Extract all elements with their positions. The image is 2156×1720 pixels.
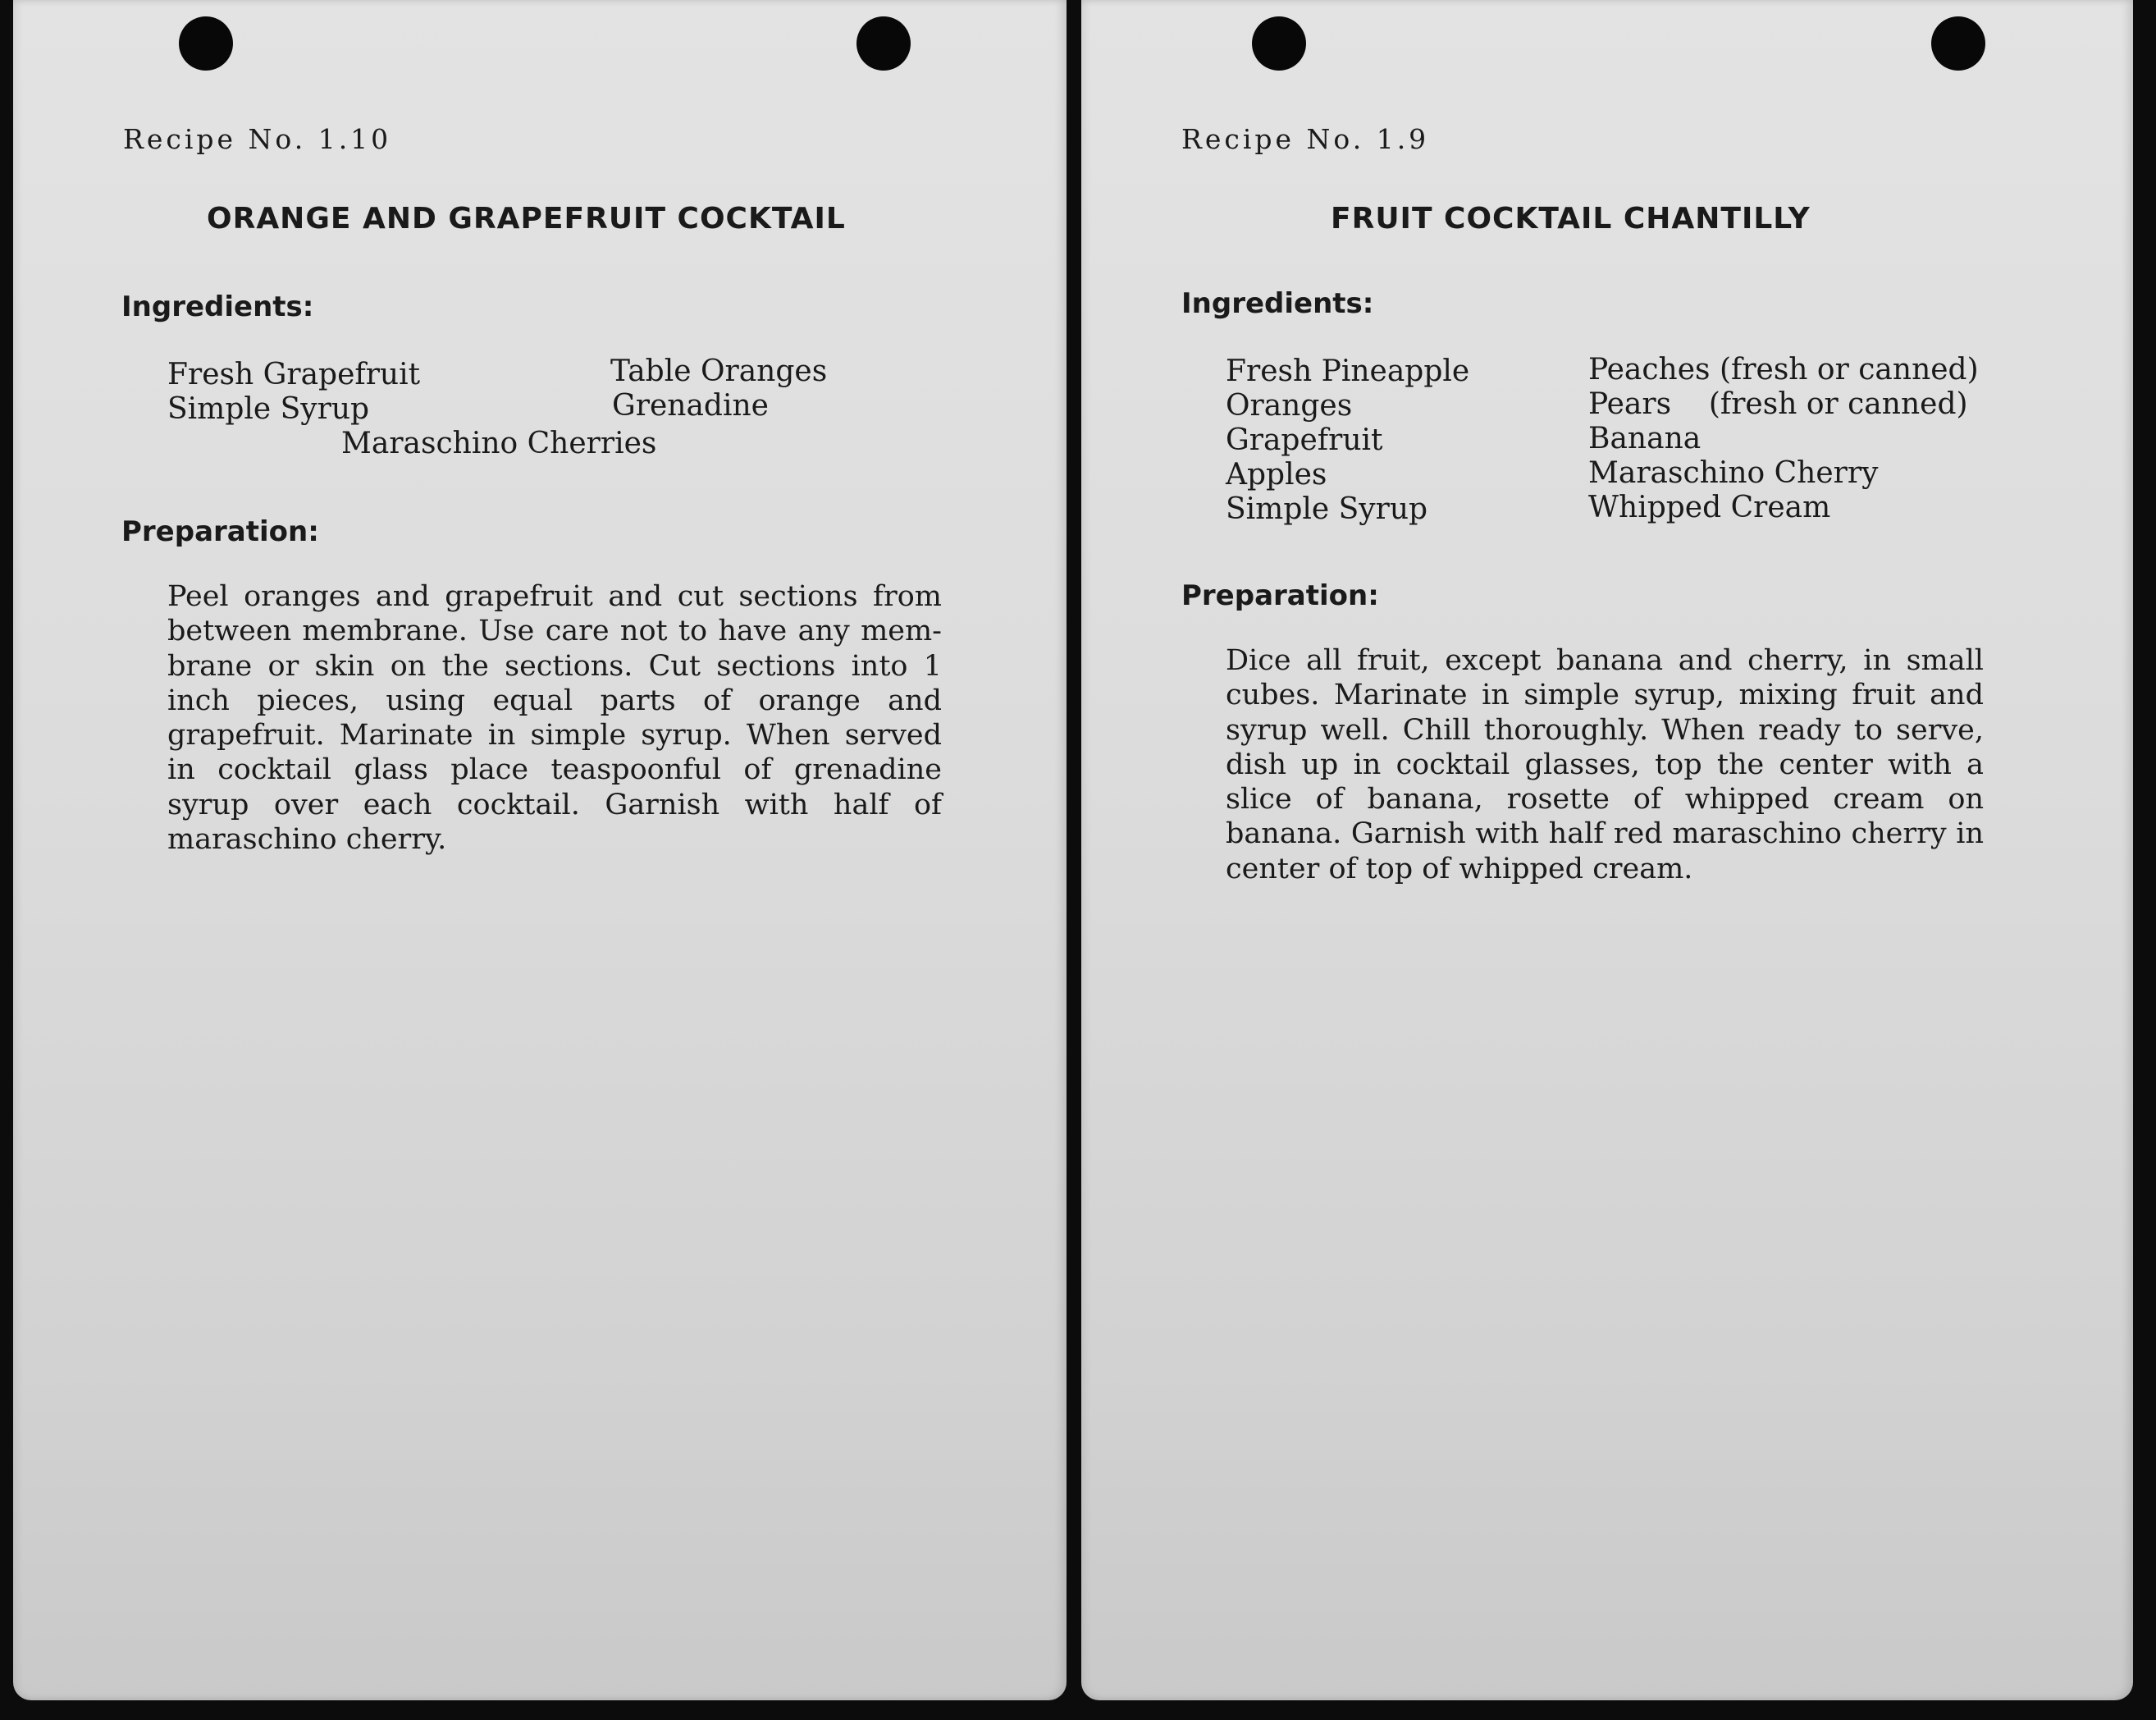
recipe-card-1-10	[13, 0, 1067, 1700]
ingredient-item: Fresh Grapefruit	[167, 358, 421, 391]
ingredient-item: Table Oranges	[610, 355, 828, 388]
recipe-title: FRUIT COCKTAIL CHANTILLY	[1331, 202, 1811, 236]
ingredient-item: Simple Syrup	[167, 392, 370, 426]
punch-hole	[1252, 16, 1306, 71]
punch-hole	[856, 16, 911, 71]
ingredient-item: Pears (fresh or canned)	[1588, 387, 1968, 421]
ingredient-item: Fresh Pineapple	[1226, 355, 1470, 388]
ingredients-heading: Ingredients:	[1181, 287, 1374, 320]
punch-hole	[179, 16, 233, 71]
preparation-text: Dice all fruit, except banana and cherry, in small cubes. Marinate in simple syrup, mixing fruit and syrup well. Chill thoroughly. When ready to serve, dish up in cocktail glasses, top the center with a slice of banana, rosette of whipped cream on banana. Garnish with half red maraschino cherry in center of top of whipped cream.	[1226, 644, 1984, 885]
preparation-heading: Preparation:	[121, 515, 319, 548]
ingredient-item: Maraschino Cherry	[1588, 456, 1879, 490]
recipe-title: ORANGE AND GRAPEFRUIT COCKTAIL	[207, 202, 846, 236]
preparation-text: Peel oranges and grapefruit and cut sections from between membrane. Use care not to have any membrane or skin on the sections. Cut sections into 1 inch pieces, using equal parts of orange and grapefruit. Marinate in simple syrup. When served in cocktail glass place teaspoonful of grenadine syrup over each cocktail. Garnish with half of maraschino cherry.	[167, 580, 942, 857]
ingredient-item: Banana	[1588, 422, 1702, 455]
ingredient-item: Maraschino Cherries	[341, 427, 657, 460]
ingredient-item: Apples	[1226, 458, 1327, 492]
ingredient-item: Whipped Cream	[1588, 491, 1831, 524]
ingredients-heading: Ingredients:	[121, 290, 314, 323]
recipe-card-1-9	[1081, 0, 2133, 1700]
recipe-number: Recipe No. 1.10	[123, 123, 392, 155]
ingredient-item: Peaches (fresh or canned)	[1588, 353, 1979, 387]
preparation-heading: Preparation:	[1181, 579, 1379, 612]
ingredient-item: Oranges	[1226, 389, 1353, 423]
ingredient-item: Simple Syrup	[1226, 492, 1428, 526]
ingredient-item: Grenadine	[612, 389, 769, 423]
punch-hole	[1931, 16, 1985, 71]
recipe-number: Recipe No. 1.9	[1181, 123, 1430, 155]
ingredient-item: Grapefruit	[1226, 423, 1383, 457]
